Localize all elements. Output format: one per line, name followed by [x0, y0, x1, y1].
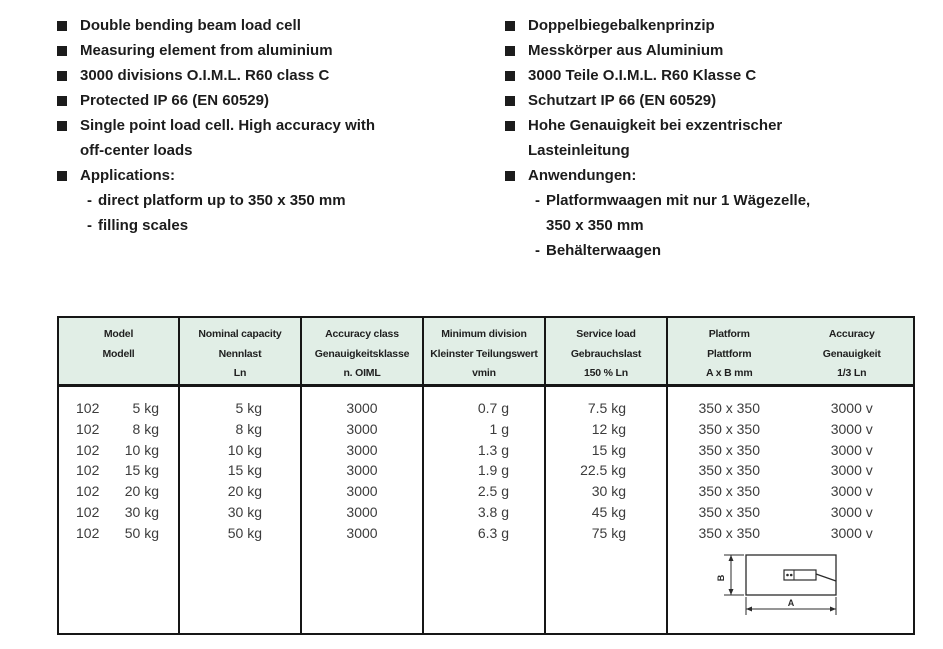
cell-service: 12 kg	[591, 420, 626, 437]
list-item-text: 3000 Teile O.I.M.L. R60 Klasse C	[528, 67, 757, 84]
header-service-load: Service load Gebrauchslast 150 % Ln	[546, 318, 668, 384]
cell-nominal: 8 kg	[235, 420, 262, 437]
dimension-depth	[716, 555, 744, 595]
list-item	[57, 163, 487, 188]
cell-vmin: 3.8 g	[477, 503, 509, 520]
cell-vmin: 1 g	[489, 420, 509, 437]
dimension-width	[746, 597, 836, 615]
list-item-text: Schutzart IP 66 (EN 60529)	[528, 92, 717, 109]
cell-class: 3000	[346, 462, 378, 479]
list-subitem	[57, 188, 487, 213]
cell-service: 15 kg	[591, 441, 626, 458]
platform-accuracy-values	[668, 398, 913, 544]
list-item-text: 3000 divisions O.I.M.L. R60 class C	[80, 67, 330, 84]
list-item-text: Messkörper aus Aluminium	[528, 42, 724, 59]
dimension-width-label: A	[787, 598, 795, 608]
cell-class: 3000	[346, 441, 378, 458]
cell-platform: 350 x 350	[698, 441, 760, 458]
table-body	[59, 387, 913, 633]
cell-model: 102 5 kg	[76, 400, 159, 416]
list-item	[505, 63, 935, 88]
header-accuracy-class: Accuracy class Genauigkeitsklasse n. OIML	[302, 318, 424, 384]
cell-vmin: 1.3 g	[477, 441, 509, 458]
cell-vmin: 6.3 g	[477, 524, 509, 541]
list-subitem-text: Platformwaagen mit nur 1 Wägezelle, 350 x 350 mm	[546, 192, 811, 234]
cell-platform: 350 x 350	[698, 483, 760, 500]
cell-model: 102 15 kg	[76, 462, 159, 479]
cell-nominal: 30 kg	[227, 503, 262, 520]
list-item	[505, 38, 935, 63]
cell-class: 3000	[346, 420, 378, 437]
list-subitem	[505, 188, 935, 238]
list-subitem-text: direct platform up to 350 x 350 mm	[98, 192, 346, 209]
dimension-depth-label: B	[716, 574, 726, 582]
list-item	[57, 88, 487, 113]
bullet-square-icon	[57, 63, 80, 88]
cell-model: 102 30 kg	[76, 503, 159, 520]
cell-class: 3000	[346, 400, 378, 416]
cell-nominal: 5 kg	[235, 400, 262, 416]
bullet-square-icon	[505, 163, 528, 188]
cell-accuracy: 3000 v	[830, 503, 873, 520]
list-item	[57, 13, 487, 38]
list-item-text: Protected IP 66 (EN 60529)	[80, 92, 269, 109]
list-item	[505, 163, 935, 188]
list-item-text: Applications:	[80, 167, 176, 184]
list-subitem	[57, 213, 487, 238]
cell-platform: 350 x 350	[698, 462, 760, 479]
column-accuracy-class	[302, 387, 424, 633]
dash-marker: -	[535, 242, 540, 259]
column-model	[59, 387, 180, 633]
feature-list-english	[57, 13, 487, 238]
cell-accuracy: 3000 v	[830, 462, 873, 479]
table-header-row	[59, 318, 913, 387]
cell-vmin: 0.7 g	[477, 400, 509, 416]
cell-class: 3000	[346, 483, 378, 500]
cell-vmin: 2.5 g	[477, 483, 509, 500]
list-subitem-text: filling scales	[98, 217, 189, 234]
bullet-square-icon	[505, 113, 528, 163]
bullet-square-icon	[505, 63, 528, 88]
cell-service: 22.5 kg	[580, 462, 626, 479]
list-item-text: Doppelbiegebalkenprinzip	[528, 17, 715, 34]
cell-nominal: 10 kg	[227, 441, 262, 458]
cell-accuracy: 3000 v	[830, 524, 873, 541]
header-platform: Platform Plattform A x B mm	[706, 328, 753, 379]
cell-accuracy: 3000 v	[830, 400, 873, 416]
list-item-text: Single point load cell. High accuracy with off-center loads	[80, 117, 376, 159]
bullet-square-icon	[57, 88, 80, 113]
dash-marker: -	[87, 192, 92, 209]
list-item-text: Double bending beam load cell	[80, 17, 301, 34]
cell-service: 7.5 kg	[587, 400, 626, 416]
cell-accuracy: 3000 v	[830, 441, 873, 458]
cell-service: 75 kg	[591, 524, 626, 541]
cell-model: 102 20 kg	[76, 483, 159, 500]
dash-marker: -	[535, 192, 540, 209]
cell-platform: 350 x 350	[698, 400, 760, 416]
cell-model: 102 8 kg	[76, 420, 159, 437]
bullet-square-icon	[57, 13, 80, 38]
header-model: Model Modell	[59, 318, 180, 384]
dash-marker: -	[87, 217, 92, 234]
platform-dimension-diagram	[686, 537, 896, 629]
cell-service: 30 kg	[591, 483, 626, 500]
cell-platform: 350 x 350	[698, 503, 760, 520]
cell-class: 3000	[346, 503, 378, 520]
header-minimum-division: Minimum division Kleinster Teilungswert vmin	[424, 318, 546, 384]
cell-class: 3000	[346, 524, 378, 541]
cell-platform: 350 x 350	[698, 420, 760, 437]
list-subitem-text: Behälterwaagen	[546, 242, 662, 259]
header-nominal-capacity: Nominal capacity Nennlast Ln	[180, 318, 302, 384]
list-item-text: Hohe Genauigkeit bei exzentrischer Lasteinleitung	[528, 117, 783, 159]
list-item-text: Measuring element from aluminium	[80, 42, 333, 59]
cell-accuracy: 3000 v	[830, 420, 873, 437]
cell-nominal: 15 kg	[227, 462, 262, 479]
bullet-square-icon	[57, 38, 80, 63]
cell-platform: 350 x 350	[698, 524, 760, 541]
cell-accuracy: 3000 v	[830, 483, 873, 500]
bullet-square-icon	[505, 88, 528, 113]
list-item	[57, 38, 487, 63]
list-subitem	[505, 238, 935, 263]
cell-nominal: 20 kg	[227, 483, 262, 500]
bullet-square-icon	[57, 163, 80, 188]
bullet-square-icon	[57, 113, 80, 163]
cell-service: 45 kg	[591, 503, 626, 520]
bullet-square-icon	[505, 13, 528, 38]
bullet-square-icon	[505, 38, 528, 63]
list-item-text: Anwendungen:	[528, 167, 637, 184]
cell-model: 102 10 kg	[76, 441, 159, 458]
column-platform-accuracy	[668, 387, 913, 633]
list-item	[57, 63, 487, 88]
column-minimum-division	[424, 387, 546, 633]
header-accuracy: Accuracy Genauigkeit 1/3 Ln	[822, 328, 881, 379]
header-platform-accuracy	[668, 318, 913, 384]
list-item	[505, 113, 935, 163]
cell-nominal: 50 kg	[227, 524, 262, 541]
list-item	[505, 13, 935, 38]
cell-vmin: 1.9 g	[477, 462, 509, 479]
column-service-load	[546, 387, 668, 633]
spec-table	[57, 316, 915, 635]
feature-list-german	[505, 13, 935, 263]
cell-model: 102 50 kg	[76, 524, 159, 541]
list-item	[57, 113, 487, 163]
list-item	[505, 88, 935, 113]
column-nominal-capacity	[180, 387, 302, 633]
